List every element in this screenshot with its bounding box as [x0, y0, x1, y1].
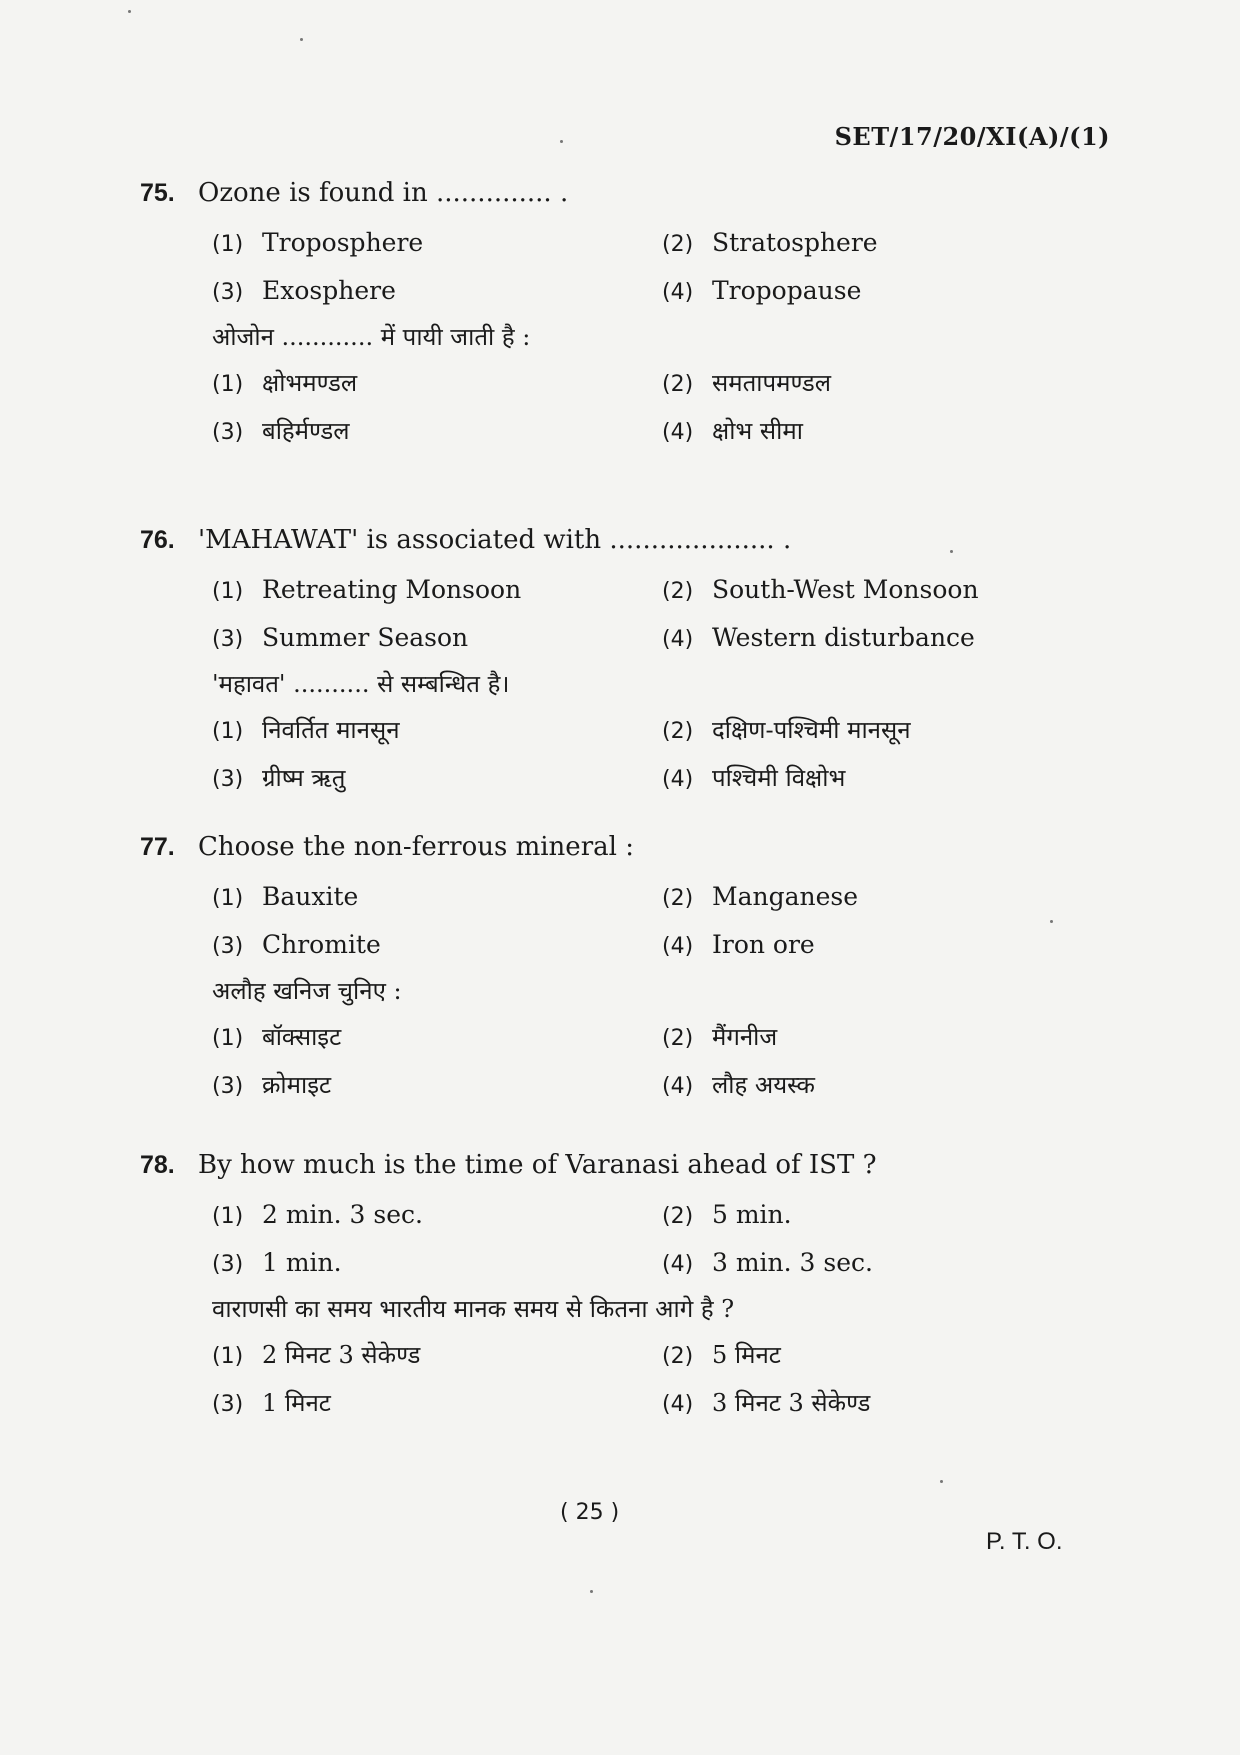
option-en-1: (1) 2 min. 3 sec.: [212, 1199, 423, 1229]
question-78: [140, 1150, 1040, 1426]
option-hi-1: (1) निवर्तित मानसून: [212, 715, 400, 744]
option-en-3: (3) 1 min.: [212, 1247, 342, 1277]
option-en-2: (2) Manganese: [662, 881, 859, 911]
option-en-2: (2) Stratosphere: [662, 227, 878, 257]
question-77: [140, 832, 1040, 1108]
option-hi-1: (1) बॉक्साइट: [212, 1022, 342, 1051]
option-hi-1: (1) 2 मिनट 3 सेकेण्ड: [212, 1340, 421, 1369]
option-hi-3: (3) 1 मिनट: [212, 1388, 331, 1417]
option-en-1: (1) Troposphere: [212, 227, 424, 257]
option-en-4: (4) 3 min. 3 sec.: [662, 1247, 873, 1277]
question-text-hi: 'महावत' .......... से सम्बन्धित है।: [212, 669, 510, 698]
option-en-2: (2) South-West Monsoon: [662, 574, 979, 604]
pto-label: P. T. O.: [986, 1528, 1063, 1555]
option-hi-4: (4) 3 मिनट 3 सेकेण्ड: [662, 1388, 871, 1417]
page-number: ( 25 ): [560, 1500, 620, 1525]
option-hi-3: (3) क्रोमाइट: [212, 1070, 332, 1099]
question-76: [140, 525, 1040, 801]
set-code: SET/17/20/XI(A)/(1): [834, 122, 1110, 151]
option-hi-2: (2) समतापमण्डल: [662, 368, 831, 397]
question-text-hi: ओजोन ............ में पायी जाती है :: [212, 322, 531, 351]
question-text-en: By how much is the time of Varanasi ahead of IST ?: [198, 1150, 877, 1180]
scan-speck: [300, 38, 303, 41]
option-hi-3: (3) ग्रीष्म ऋतु: [212, 763, 346, 792]
option-hi-4: (4) पश्चिमी विक्षोभ: [662, 763, 846, 792]
scan-speck: [940, 1480, 943, 1483]
scan-speck: [560, 140, 563, 143]
option-hi-2: (2) दक्षिण-पश्चिमी मानसून: [662, 715, 911, 744]
question-number: 77.: [140, 833, 175, 861]
question-75: [140, 178, 1040, 454]
option-en-4: (4) Tropopause: [662, 275, 862, 305]
scan-speck: [128, 10, 131, 13]
scan-speck: [1050, 920, 1053, 923]
option-en-2: (2) 5 min.: [662, 1199, 792, 1229]
option-hi-4: (4) क्षोभ सीमा: [662, 416, 803, 445]
option-hi-2: (2) मैंगनीज: [662, 1022, 778, 1051]
option-hi-1: (1) क्षोभमण्डल: [212, 368, 358, 397]
option-en-3: (3) Chromite: [212, 929, 381, 959]
question-text-en: 'MAHAWAT' is associated with .................... .: [198, 525, 792, 555]
question-number: 76.: [140, 526, 175, 554]
option-en-3: (3) Exosphere: [212, 275, 396, 305]
option-en-4: (4) Iron ore: [662, 929, 815, 959]
option-hi-2: (2) 5 मिनट: [662, 1340, 781, 1369]
question-text-hi: वाराणसी का समय भारतीय मानक समय से कितना आगे है ?: [212, 1294, 735, 1323]
question-text-hi: अलौह खनिज चुनिए :: [212, 976, 402, 1005]
option-en-1: (1) Bauxite: [212, 881, 359, 911]
scan-speck: [590, 1590, 593, 1593]
question-text-en: Choose the non-ferrous mineral :: [198, 832, 634, 862]
scan-speck: [950, 550, 953, 553]
question-number: 75.: [140, 179, 175, 207]
option-hi-4: (4) लौह अयस्क: [662, 1070, 815, 1099]
option-hi-3: (3) बहिर्मण्डल: [212, 416, 350, 445]
question-number: 78.: [140, 1151, 175, 1179]
question-text-en: Ozone is found in .............. .: [198, 178, 569, 208]
option-en-3: (3) Summer Season: [212, 622, 469, 652]
option-en-4: (4) Western disturbance: [662, 622, 975, 652]
option-en-1: (1) Retreating Monsoon: [212, 574, 522, 604]
